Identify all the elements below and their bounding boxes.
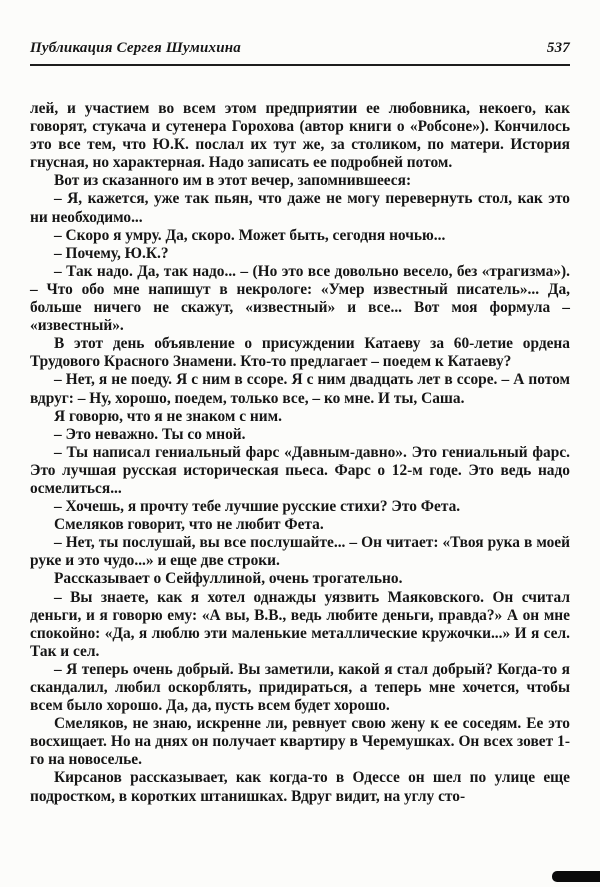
paragraph: Кирсанов рассказывает, как когда-то в Одессе он шел по улице еще подростком, в коротких штанишках. Вдруг видит, на углу сто- bbox=[30, 769, 570, 805]
paragraph: – Так надо. Да, так надо... – (Но это все довольно весело, без «трагизма»). – Что обо мне напишут в некрологе: «Умер известный писатель»... Да, больше ничего не скажут, «известный» и все... Вот моя формула – «известный». bbox=[30, 262, 570, 335]
paragraph: – Это неважно. Ты со мной. bbox=[54, 425, 246, 443]
paragraph: – Ты написал гениальный фарс «Давным-давно». Это гениальный фарс. Это лучшая русская историческая пьеса. Фарс о 12-м годе. Это ведь надо осмелиться... bbox=[30, 443, 570, 497]
paragraph: лей, и участием во всем этом предприятии ее любовника, некоего, как говорят, стукача и сутенера Горохова (автор книги о «Робсоне»). Кончилось это все тем, что Ю.К. послал их тут же, за столиком, по матери. История гнусная, но характерная. Надо записать ее подробней потом. bbox=[30, 100, 570, 172]
paragraph: Вот из сказанного им в этот вечер, запомнившееся: bbox=[54, 172, 412, 190]
scan-artifact bbox=[552, 871, 600, 882]
paragraph: – Я теперь очень добрый. Вы заметили, какой я стал добрый? Когда-то я скандалил, любил оскорблять, придираться, а теперь мне хочется, чтобы всем было хорошо. Да, да, пусть всем будет хорошо. bbox=[30, 660, 570, 715]
paragraph: Смеляков говорит, что не любит Фета. bbox=[54, 516, 324, 534]
paragraph: – Я, кажется, уже так пьян, что даже не могу перевернуть стол, как это ни необходимо... bbox=[30, 190, 570, 226]
paragraph: Смеляков, не знаю, искренне ли, ревнует свою жену к ее соседям. Ее это восхищает. Но на днях он получает квартиру в Черемушках. Он всех зовет 1-го на новоселье. bbox=[30, 715, 570, 769]
page-number: 537 bbox=[546, 40, 570, 56]
paragraph: – Нет, я не поеду. Я с ним в ссоре. Я с ним двадцать лет в ссоре. – А потом вдруг: – Ну, хорошо, поедем, только все, – ко мне. И ты, Саша. bbox=[30, 371, 570, 407]
paragraph: – Нет, ты послушай, вы все послушайте... – Он читает: «Твоя рука в моей руке и это чудо...» и еще две строки. bbox=[30, 534, 570, 570]
header-rule bbox=[30, 64, 570, 66]
text-body bbox=[30, 100, 570, 806]
paragraph: – Вы знаете, как я хотел однажды уязвить Маяковского. Он считал деньги, и я говорю ему: «А вы, В.В., ведь любите деньги, правда?» А он мне спокойно: «Да, я люблю эти маленькие металлические кружочки...» И я сел. Так и сел. bbox=[30, 588, 570, 660]
paragraph: – Хочешь, я прочту тебе лучшие русские стихи? Это Фета. bbox=[54, 498, 461, 516]
paragraph: – Почему, Ю.К.? bbox=[54, 244, 169, 262]
header-title: Публикация Сергея Шумихина bbox=[30, 40, 241, 56]
paragraph: Рассказывает о Сейфуллиной, очень трогательно. bbox=[54, 570, 403, 588]
running-header bbox=[30, 40, 570, 64]
paragraph: В этот день объявление о присуждении Катаеву за 60-летие ордена Трудового Красного Знамени. Кто-то предлагает – поедем к Катаеву? bbox=[30, 335, 570, 371]
paragraph: Я говорю, что я не знаком с ним. bbox=[54, 407, 282, 425]
paragraph: – Скоро я умру. Да, скоро. Может быть, сегодня ночью... bbox=[54, 226, 446, 244]
